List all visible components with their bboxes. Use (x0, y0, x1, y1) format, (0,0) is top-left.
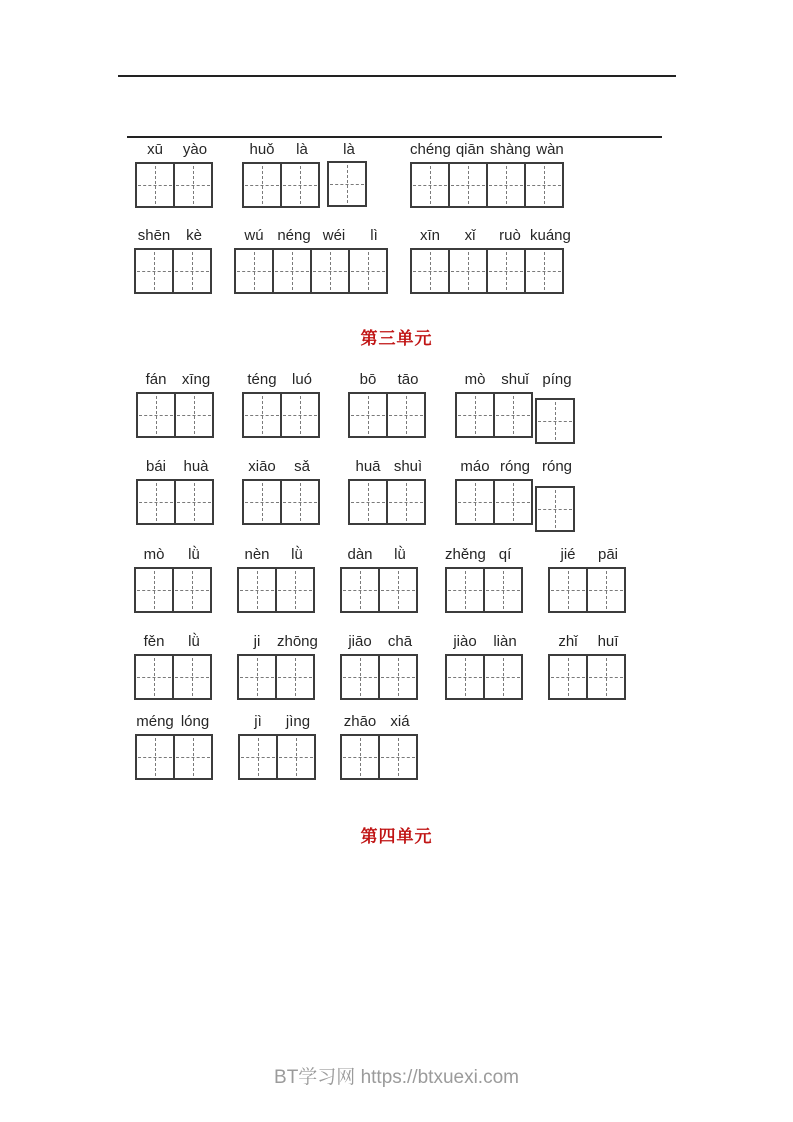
pinyin-row (410, 137, 570, 159)
pinyin-syllable: téng (247, 371, 277, 388)
writing-cell (134, 248, 174, 294)
writing-grid (535, 486, 575, 532)
grids-row (340, 734, 420, 780)
writing-cell (242, 392, 282, 438)
pinyin-syllable: jiào (453, 633, 477, 650)
pinyin-syllable: bō (359, 371, 377, 388)
grids-row (136, 392, 216, 438)
writing-grid (340, 734, 418, 780)
pinyin-syllable: lǜ (291, 546, 303, 563)
writing-cell (340, 654, 380, 700)
writing-cell (493, 479, 533, 525)
word-group (237, 542, 317, 613)
header-rule-top (118, 75, 676, 77)
pinyin-syllable: tāo (397, 371, 419, 388)
writing-cell (172, 567, 212, 613)
writing-grid (327, 161, 367, 207)
writing-cell (524, 248, 564, 294)
grids-row (340, 567, 420, 613)
pinyin-syllable: néng (277, 227, 311, 244)
grids-row (237, 567, 317, 613)
word-group (455, 454, 577, 525)
pinyin-syllable: xiāo (248, 458, 276, 475)
writing-cell (172, 248, 212, 294)
pinyin-row (410, 223, 570, 245)
writing-cell (174, 479, 214, 525)
grids-row (455, 479, 577, 525)
pinyin-syllable: nèn (244, 546, 270, 563)
writing-cell (242, 162, 282, 208)
writing-cell (136, 392, 176, 438)
writing-grid (548, 567, 626, 613)
writing-grid (548, 654, 626, 700)
pinyin-syllable: róng (541, 458, 573, 475)
writing-cell (378, 567, 418, 613)
writing-grid (136, 392, 214, 438)
grids-row (237, 654, 317, 700)
grids-row (242, 392, 322, 438)
writing-cell (134, 654, 174, 700)
pinyin-row (237, 629, 317, 651)
grids-row (135, 734, 215, 780)
pinyin-syllable: yào (182, 141, 208, 158)
writing-cell (586, 567, 626, 613)
word-group (136, 367, 216, 438)
pinyin-syllable: shuǐ (501, 371, 529, 388)
grids-row (348, 392, 428, 438)
pinyin-syllable: jiāo (348, 633, 372, 650)
writing-cell (410, 248, 450, 294)
pinyin-syllable: liàn (493, 633, 517, 650)
pinyin-syllable: huī (597, 633, 619, 650)
word-group (242, 454, 322, 525)
grids-row (136, 479, 216, 525)
grids-row (445, 567, 525, 613)
pinyin-row (134, 542, 214, 564)
pinyin-syllable: là (343, 141, 355, 158)
writing-cell (172, 654, 212, 700)
writing-cell (493, 392, 533, 438)
pinyin-syllable: xū (147, 141, 163, 158)
pinyin-syllable: wú (244, 227, 264, 244)
writing-grid (340, 654, 418, 700)
writing-cell (348, 479, 388, 525)
pinyin-row (340, 709, 420, 731)
writing-cell (445, 654, 485, 700)
writing-cell (386, 392, 426, 438)
grids-row (242, 162, 369, 208)
pinyin-row (134, 629, 214, 651)
writing-cell (448, 248, 488, 294)
writing-cell (524, 162, 564, 208)
word-group (445, 629, 525, 700)
writing-grid (237, 654, 315, 700)
pinyin-syllable: huā (355, 458, 381, 475)
word-group (234, 223, 394, 294)
pinyin-row (548, 629, 628, 651)
pinyin-syllable: dàn (347, 546, 373, 563)
word-group (242, 367, 322, 438)
writing-cell (310, 248, 350, 294)
pinyin-row (136, 367, 216, 389)
pinyin-row (234, 223, 394, 245)
pinyin-syllable: shēn (137, 227, 171, 244)
writing-cell (237, 567, 277, 613)
grids-row (445, 654, 525, 700)
word-group (134, 629, 214, 700)
writing-grid (455, 479, 533, 525)
pinyin-syllable: qí (498, 546, 512, 563)
pinyin-syllable: wéi (322, 227, 346, 244)
writing-grid (242, 162, 320, 208)
word-group (548, 542, 628, 613)
pinyin-row (135, 137, 215, 159)
word-group (136, 454, 216, 525)
writing-grid (535, 398, 575, 444)
writing-grid (455, 392, 533, 438)
grids-row (340, 654, 420, 700)
writing-grid (348, 392, 426, 438)
pinyin-syllable: xīn (419, 227, 440, 244)
writing-cell (174, 392, 214, 438)
pinyin-syllable: mò (143, 546, 165, 563)
word-group (135, 709, 215, 780)
writing-cell (448, 162, 488, 208)
writing-cell (327, 161, 367, 207)
grids-row (238, 734, 318, 780)
pinyin-syllable: zhǐ (558, 633, 578, 650)
pinyin-syllable: ji (253, 633, 261, 650)
writing-cell (486, 248, 526, 294)
footer-credit: BT学习网 https://btxuexi.com (274, 1067, 519, 1088)
unit3-heading: 第三单元 (360, 329, 433, 348)
pinyin-syllable: xīng (181, 371, 211, 388)
writing-grid (134, 567, 212, 613)
word-group (340, 542, 420, 613)
pinyin-row (136, 454, 216, 476)
writing-grid (340, 567, 418, 613)
word-group (410, 137, 570, 208)
writing-cell (340, 567, 380, 613)
writing-cell (386, 479, 426, 525)
writing-cell (548, 654, 588, 700)
word-group (445, 542, 525, 613)
grids-row (455, 392, 577, 438)
pinyin-syllable: sǎ (294, 458, 310, 475)
writing-cell (234, 248, 274, 294)
writing-grid (237, 567, 315, 613)
writing-grid (410, 248, 564, 294)
writing-cell (455, 392, 495, 438)
writing-cell (276, 734, 316, 780)
writing-cell (275, 654, 315, 700)
writing-cell (135, 734, 175, 780)
writing-cell (242, 479, 282, 525)
pinyin-row (455, 367, 577, 389)
grids-row (134, 654, 214, 700)
writing-cell (272, 248, 312, 294)
pinyin-syllable: lǜ (394, 546, 406, 563)
writing-grid (135, 734, 213, 780)
writing-grid (134, 248, 212, 294)
word-group (340, 709, 420, 780)
word-group (348, 454, 428, 525)
pinyin-syllable: zhěng (445, 546, 486, 563)
pinyin-syllable: fán (145, 371, 167, 388)
pinyin-row (242, 137, 369, 159)
writing-grid (445, 654, 523, 700)
pinyin-syllable: máo (460, 458, 490, 475)
grids-row (410, 248, 570, 294)
pinyin-syllable: wàn (536, 141, 564, 158)
writing-grid (135, 162, 213, 208)
writing-cell (275, 567, 315, 613)
writing-cell (238, 734, 278, 780)
writing-grid (134, 654, 212, 700)
writing-cell (483, 567, 523, 613)
pinyin-row (348, 454, 428, 476)
pinyin-syllable: kuáng (530, 227, 571, 244)
writing-cell (340, 734, 380, 780)
writing-cell (135, 162, 175, 208)
pinyin-syllable: bái (145, 458, 167, 475)
writing-cell (280, 162, 320, 208)
grids-row (134, 248, 214, 294)
writing-cell (445, 567, 485, 613)
pinyin-syllable: chéng (410, 141, 451, 158)
writing-grid (234, 248, 388, 294)
pinyin-syllable: lǜ (188, 633, 200, 650)
grids-row (234, 248, 394, 294)
writing-cell (348, 392, 388, 438)
pinyin-syllable: chā (387, 633, 413, 650)
writing-cell (486, 162, 526, 208)
writing-cell (173, 734, 213, 780)
pinyin-syllable: lóng (180, 713, 210, 730)
writing-cell (378, 734, 418, 780)
pinyin-syllable: xiá (390, 713, 410, 730)
pinyin-syllable: lì (370, 227, 378, 244)
pinyin-syllable: zhāo (343, 713, 377, 730)
writing-grid (238, 734, 316, 780)
pinyin-syllable: pāi (597, 546, 619, 563)
grids-row (134, 567, 214, 613)
word-group (135, 137, 215, 208)
pinyin-syllable: huà (183, 458, 209, 475)
pinyin-syllable: huǒ (249, 141, 275, 158)
writing-grid (242, 392, 320, 438)
writing-cell (280, 392, 320, 438)
pinyin-row (135, 709, 215, 731)
pinyin-syllable: shàng (490, 141, 531, 158)
pinyin-row (237, 542, 317, 564)
pinyin-syllable: zhōng (277, 633, 318, 650)
word-group (455, 367, 577, 438)
writing-cell (237, 654, 277, 700)
writing-cell (410, 162, 450, 208)
pinyin-syllable: shuì (393, 458, 423, 475)
pinyin-syllable: róng (499, 458, 531, 475)
word-group (134, 223, 214, 294)
pinyin-syllable: lǜ (188, 546, 200, 563)
writing-cell (586, 654, 626, 700)
word-group (340, 629, 420, 700)
pinyin-syllable: kè (186, 227, 202, 244)
grids-row (410, 162, 570, 208)
word-group (242, 137, 369, 208)
grids-row (548, 654, 628, 700)
pinyin-row (242, 454, 322, 476)
word-group (348, 367, 428, 438)
pinyin-syllable: xǐ (464, 227, 476, 244)
pinyin-row (340, 542, 420, 564)
grids-row (348, 479, 428, 525)
pinyin-row (348, 367, 428, 389)
writing-grid (242, 479, 320, 525)
pinyin-syllable: ruò (499, 227, 521, 244)
pinyin-syllable: jì (254, 713, 262, 730)
writing-cell (280, 479, 320, 525)
pinyin-row (134, 223, 214, 245)
pinyin-syllable: fěn (143, 633, 165, 650)
writing-grid (410, 162, 564, 208)
word-group (237, 629, 317, 700)
writing-cell (548, 567, 588, 613)
writing-cell (136, 479, 176, 525)
word-group (548, 629, 628, 700)
pinyin-syllable: luó (291, 371, 313, 388)
writing-cell (535, 398, 575, 444)
pinyin-syllable: méng (136, 713, 174, 730)
word-group (238, 709, 318, 780)
pinyin-row (548, 542, 628, 564)
pinyin-row (445, 542, 525, 564)
writing-cell (134, 567, 174, 613)
pinyin-syllable: jìng (285, 713, 311, 730)
word-group (134, 542, 214, 613)
grids-row (548, 567, 628, 613)
grids-row (242, 479, 322, 525)
word-group (410, 223, 570, 294)
pinyin-row (242, 367, 322, 389)
pinyin-syllable: qiān (455, 141, 485, 158)
writing-cell (173, 162, 213, 208)
writing-cell (348, 248, 388, 294)
writing-cell (455, 479, 495, 525)
writing-cell (378, 654, 418, 700)
pinyin-row (455, 454, 577, 476)
writing-grid (348, 479, 426, 525)
pinyin-row (238, 709, 318, 731)
writing-grid (136, 479, 214, 525)
pinyin-syllable: mò (464, 371, 486, 388)
unit4-heading: 第四单元 (360, 827, 433, 846)
writing-grid (445, 567, 523, 613)
pinyin-row (340, 629, 420, 651)
grids-row (135, 162, 215, 208)
pinyin-syllable: jié (560, 546, 576, 563)
pinyin-row (445, 629, 525, 651)
writing-cell (535, 486, 575, 532)
pinyin-syllable: là (296, 141, 308, 158)
pinyin-syllable: píng (542, 371, 572, 388)
writing-cell (483, 654, 523, 700)
